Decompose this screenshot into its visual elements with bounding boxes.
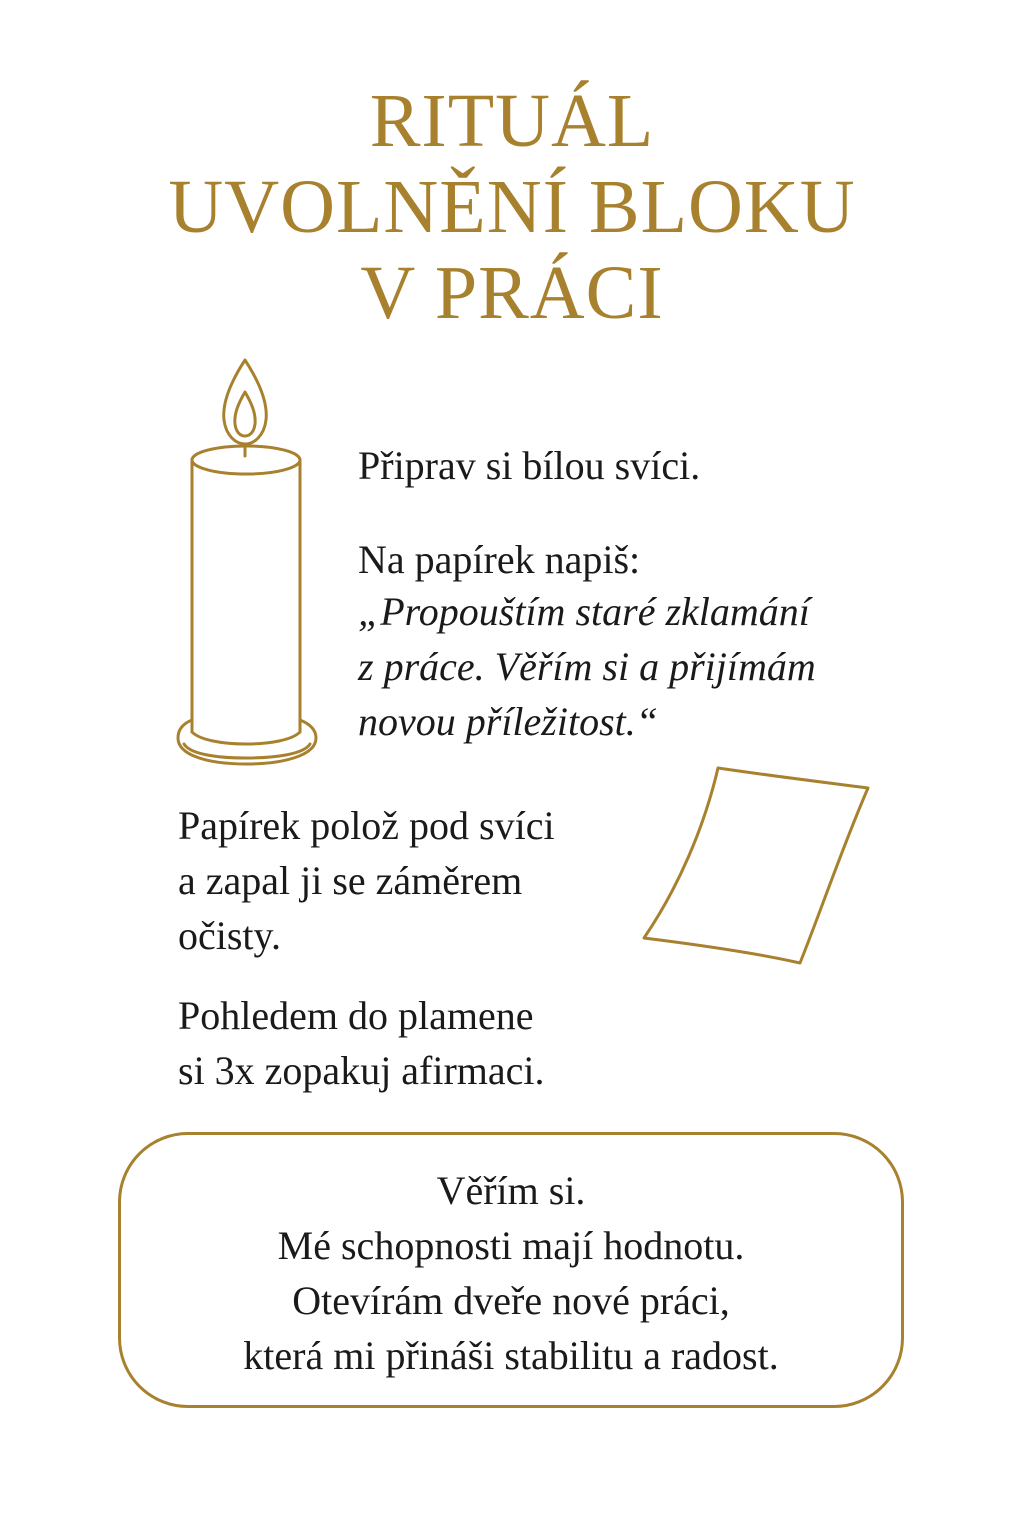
affirmation-text bbox=[121, 1163, 901, 1383]
step3-line-2: a zapal ji se záměrem bbox=[178, 858, 523, 903]
affirmation-line-1: Věřím si. bbox=[436, 1168, 586, 1213]
affirmation-line-4: která mi přináši stabilitu a radost. bbox=[243, 1333, 779, 1378]
quote-line-1: „Propouštím staré zklamání bbox=[358, 589, 810, 634]
title-line-2: UVOLNĚNÍ BLOKU bbox=[168, 165, 856, 249]
candle-icon bbox=[170, 352, 330, 782]
step3-line-1: Papírek polož pod svíci bbox=[178, 803, 555, 848]
title-line-1: RITUÁL bbox=[369, 79, 655, 163]
step4-line-2: si 3x zopakuj afirmaci. bbox=[178, 1048, 545, 1093]
step3-line-3: očisty. bbox=[178, 913, 281, 958]
step-place-paper bbox=[178, 798, 555, 963]
affirmation-line-2: Mé schopnosti mají hodnotu. bbox=[277, 1223, 745, 1268]
affirmation-box bbox=[118, 1132, 904, 1408]
title-line-3: V PRÁCI bbox=[360, 251, 664, 335]
quote-line-2: z práce. Věřím si a přijímám bbox=[358, 644, 816, 689]
step-prepare-candle: Připrav si bílou svíci. bbox=[358, 443, 701, 488]
page-title bbox=[0, 78, 1024, 336]
step-repeat-affirmation bbox=[178, 988, 545, 1098]
paper-sheet-icon bbox=[632, 758, 882, 973]
step4-line-1: Pohledem do plamene bbox=[178, 993, 534, 1038]
quote-line-3: novou příležitost.“ bbox=[358, 699, 659, 744]
step-write-intro: Na papírek napiš: bbox=[358, 537, 641, 582]
affirmation-line-3: Otevírám dveře nové práci, bbox=[292, 1278, 730, 1323]
step-write-quote bbox=[358, 584, 816, 749]
